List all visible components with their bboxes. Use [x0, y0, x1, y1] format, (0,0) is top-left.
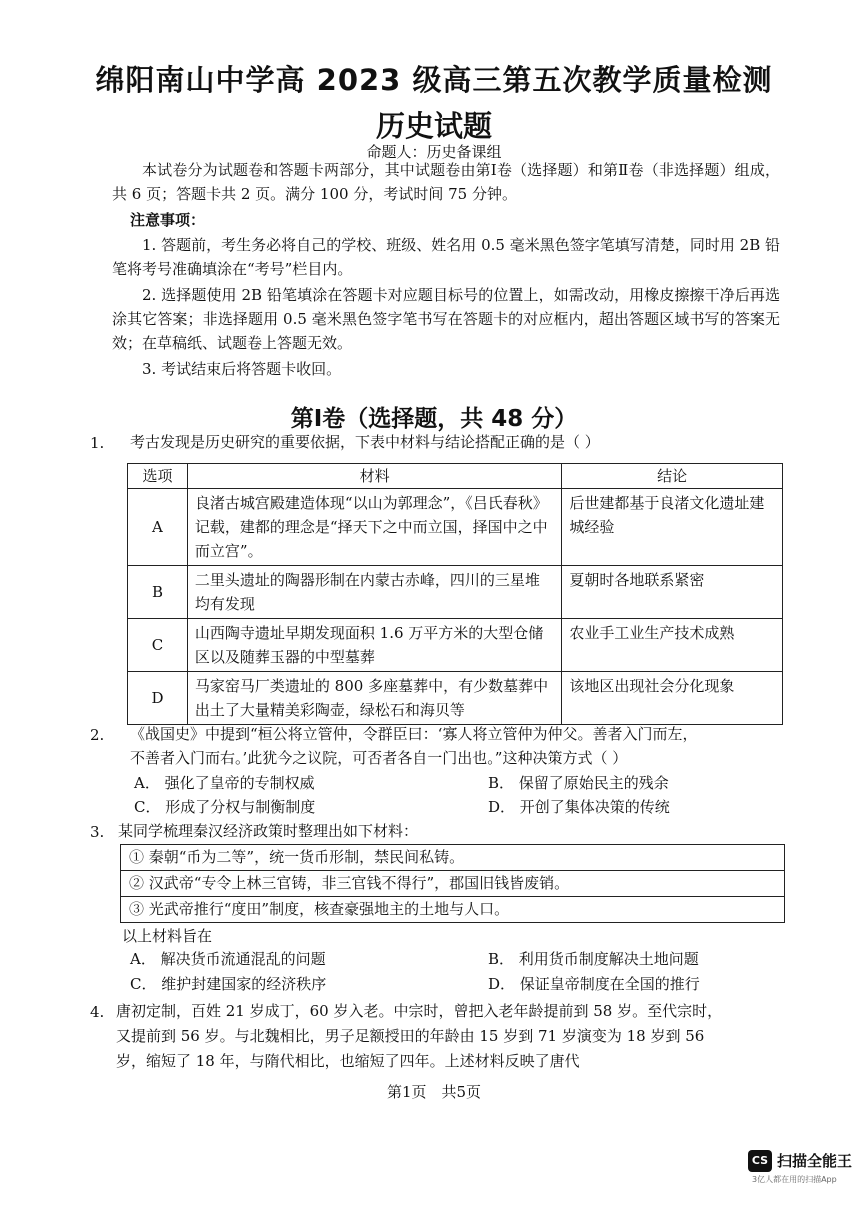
list-item: ② 汉武帝“专令上林三官铸，非三官钱不得行”，郡国旧钱皆废销。 — [121, 871, 784, 897]
q4-line-1: 唐初定制，百姓 21 岁成丁，60 岁入老。中宗时，曾把入老年龄提前到 58 岁。至代宗时， — [116, 1002, 723, 1020]
camscanner-logo-icon: CS — [748, 1150, 772, 1172]
notice-heading: 注意事项： — [130, 211, 206, 229]
q2-line-2: 不善者入门而右。’此犹今之议院，可否者各自一门出也。”这种决策方式（ ） — [130, 749, 628, 767]
notice-item-2: 2. 选择题使用 2B 铅笔填涂在答题卡对应题目标号的位置上，如需改动，用橡皮擦擦干净后再选涂其它答案；非选择题用 0.5 毫米黑色签字笔书写在答题卡的对应框内，超出答题区域书写的答案无效；在草稿纸、试题卷上答题无效。 — [112, 286, 780, 352]
section-title: 第Ⅰ卷（选择题，共 48 分） — [290, 406, 578, 432]
table-row — [128, 619, 783, 672]
q3-option-a: A． 解决货币流通混乱的问题 — [130, 950, 326, 968]
table-row — [128, 672, 783, 725]
q3-stem: 以上材料旨在 — [122, 927, 213, 945]
q3-option-d: D． 保证皇帝制度在全国的推行 — [488, 975, 700, 993]
q1-row-material: 山西陶寺遗址早期发现面积 1.6 万平方米的大型仓储区以及随葬玉器的中型墓葬 — [187, 619, 561, 672]
q1-row-material: 二里头遗址的陶器形制在内蒙古赤峰，四川的三星堆均有发现 — [187, 566, 561, 619]
q3-number: 3. — [90, 823, 105, 841]
q2-option-d: D． 开创了集体决策的传统 — [488, 798, 670, 816]
q3-text: 某同学梳理秦汉经济政策时整理出如下材料： — [118, 822, 419, 840]
q1-row-option: D — [128, 672, 188, 725]
q1-table-header — [128, 464, 783, 489]
list-item: ① 秦朝“币为二等”，统一货币形制，禁民间私铸。 — [121, 845, 784, 871]
table-row — [128, 566, 783, 619]
q1-row-option: C — [128, 619, 188, 672]
q4-line-2: 又提前到 56 岁。与北魏相比，男子足额授田的年龄由 15 岁到 71 岁演变为 18 岁到 56 — [116, 1027, 705, 1045]
q1-row-conclusion: 后世建都基于良渚文化遗址建城经验 — [562, 489, 783, 566]
q1-row-option: A — [128, 489, 188, 566]
q2-line-1: 《战国史》中提到“桓公将立管仲，令群臣曰：‘寡人将立管仲为仲父。善者入门而左， — [130, 725, 698, 743]
q3-material-box — [120, 844, 785, 923]
q2-option-a: A． 强化了皇帝的专制权威 — [134, 774, 315, 792]
notice-item-3: 3. 考试结束后将答题卡收回。 — [142, 360, 342, 378]
q1-header-option: 选项 — [128, 464, 188, 489]
q1-row-conclusion: 该地区出现社会分化现象 — [562, 672, 783, 725]
list-item: ③ 光武帝推行“度田”制度，核查豪强地主的土地与人口。 — [129, 900, 510, 918]
table-row — [128, 489, 783, 566]
q4-line-3: 岁，缩短了 18 年，与隋代相比，也缩短了四年。上述材料反映了唐代 — [116, 1052, 580, 1070]
q1-row-material: 良渚古城宫殿建造体现“以山为郭理念”，《吕氏春秋》记载，建都的理念是“择天下之中而立国，择国中之中而立宫”。 — [187, 489, 561, 566]
page-footer: 第1页 共5页 — [386, 1083, 482, 1101]
exam-title: 绵阳南山中学高 2023 级高三第五次教学质量检测 — [95, 63, 773, 97]
q1-row-option: B — [128, 566, 188, 619]
q1-row-conclusion: 农业手工业生产技术成熟 — [562, 619, 783, 672]
q1-table — [127, 463, 783, 725]
q1-row-conclusion: 夏朝时各地联系紧密 — [562, 566, 783, 619]
q2-option-b: B． 保留了原始民主的残余 — [488, 774, 669, 792]
exam-subtitle: 历史试题 — [375, 109, 492, 143]
q2-option-c: C． 形成了分权与制衡制度 — [134, 798, 316, 816]
camscanner-tagline: 3亿人都在用的扫描App — [752, 1175, 837, 1184]
q2-number: 2. — [90, 726, 105, 744]
q1-row-material: 马家窑马厂类遗址的 800 多座墓葬中，有少数墓葬中出土了大量精美彩陶壶，绿松石和海贝等 — [187, 672, 561, 725]
intro-paragraph: 本试卷分为试题卷和答题卡两部分，其中试题卷由第Ⅰ卷（选择题）和第Ⅱ卷（非选择题）组成，共 6 页；答题卡共 2 页。满分 100 分，考试时间 75 分钟。 — [112, 161, 780, 203]
camscanner-name: 扫描全能王 — [777, 1152, 853, 1170]
q3-option-c: C． 维护封建国家的经济秩序 — [130, 975, 327, 993]
q1-number: 1. — [90, 434, 105, 452]
q1-header-material: 材料 — [187, 464, 561, 489]
notice-item-1: 1. 答题前，考生务必将自己的学校、班级、姓名用 0.5 毫米黑色签字笔填写清楚，同时用 2B 铅笔将考号准确填涂在“考号”栏目内。 — [112, 236, 780, 278]
q1-text: 考古发现是历史研究的重要依据，下表中材料与结论搭配正确的是（ ） — [130, 433, 600, 451]
q4-number: 4. — [90, 1003, 105, 1021]
exam-author: 命题人：历史备课组 — [366, 143, 502, 161]
q3-option-b: B． 利用货币制度解决土地问题 — [488, 950, 699, 968]
q1-header-conclusion: 结论 — [562, 464, 783, 489]
